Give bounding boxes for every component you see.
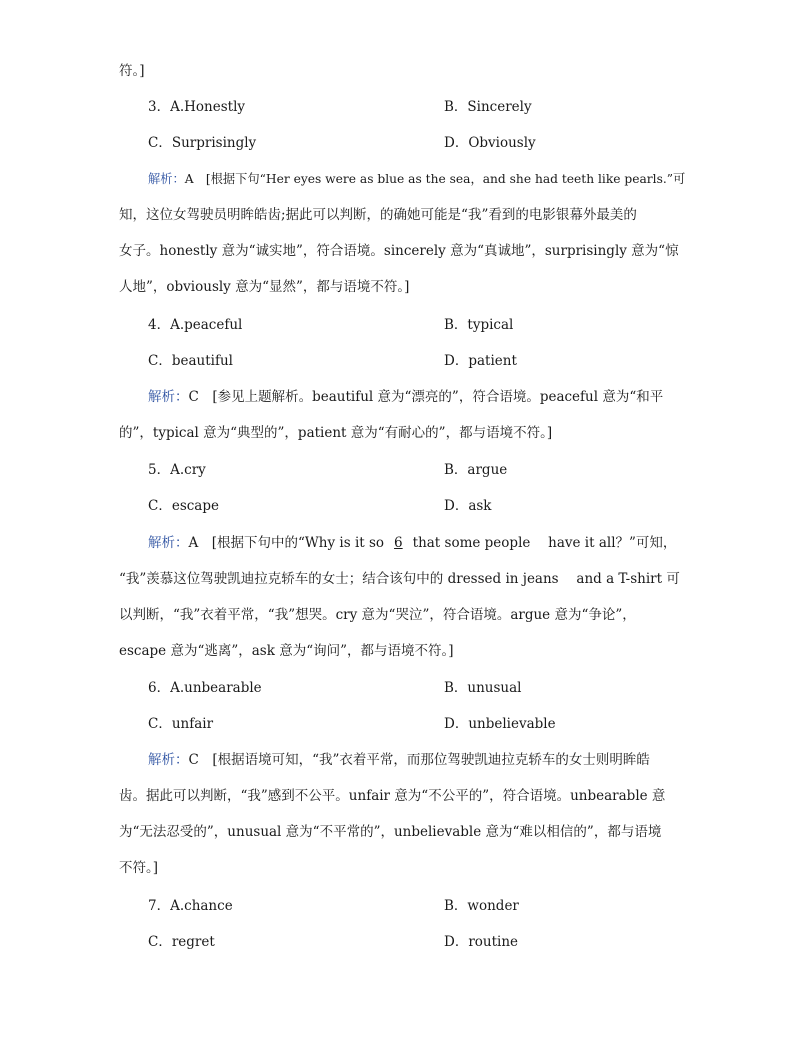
analysis-label: 解析： [148, 389, 189, 405]
option-4a: 4．A.peaceful [148, 317, 243, 333]
analysis-text: C [根据语境可知，“我”衣着平常，而那位驾驶凯迪拉克轿车的女士则明眸皓 [188, 752, 650, 768]
analysis-text: A [根据下句“Her eyes were as blue as the sea，and she had teeth like pearls.”可 [184, 172, 686, 186]
analysis-5-line-3: 以判断，“我”衣着平常，“我”想哭。cry 意为“哭泣”，符合语境。argue 意为“争论”， [119, 607, 636, 623]
option-5d: D．ask [444, 498, 492, 514]
option-7c: C．regret [148, 934, 215, 950]
option-6c: C．unfair [148, 716, 214, 732]
analysis-label: 解析： [148, 752, 189, 768]
analysis-3-line-4: 人地”，obviously 意为“显然”，都与语境不符。] [119, 279, 410, 295]
analysis-5-line-2: “我”羡慕这位驾驶凯迪拉克轿车的女士；结合该句中的 dressed in jeans and a T-shirt 可 [119, 571, 680, 587]
option-3d: D．Obviously [444, 135, 536, 151]
option-4d: D．patient [444, 353, 517, 369]
option-7d: D．routine [444, 934, 519, 950]
option-7a: 7．A.chance [148, 898, 233, 914]
option-5b: B．argue [444, 462, 508, 478]
analysis-text: A [根据下句中的“Why is it so [188, 535, 385, 551]
analysis-6-line-1 [148, 751, 650, 769]
analysis-5-line-1 [148, 534, 676, 552]
analysis-text: that some people have it all？”可知， [412, 535, 677, 551]
option-3c: C．Surprisingly [148, 135, 257, 151]
option-6b: B．unusual [444, 680, 522, 696]
option-4c: C．beautiful [148, 353, 233, 369]
analysis-label: 解析： [148, 535, 189, 551]
option-6a: 6．A.unbearable [148, 680, 262, 696]
text-line: 符。] [119, 63, 145, 79]
option-6d: D．unbelievable [444, 716, 556, 732]
option-3a: 3．A.Honestly [148, 99, 246, 115]
analysis-text: C [参见上题解析。beautiful 意为“漂亮的”，符合语境。peaceful 意为“和平 [188, 389, 664, 405]
analysis-4-line-1 [148, 388, 663, 406]
analysis-label: 解析： [148, 172, 185, 186]
option-3b: B．Sincerely [444, 99, 532, 115]
option-7b: B．wonder [444, 898, 519, 914]
analysis-3-line-3: 女子。honestly 意为“诚实地”，符合语境。sincerely 意为“真诚地”，surprisingly 意为“惊 [119, 243, 679, 259]
analysis-6-line-4: 不符。] [119, 860, 159, 876]
option-5c: C．escape [148, 498, 219, 514]
analysis-3-line-2: 知，这位女驾驶员明眸皓齿;据此可以判断，的确她可能是“我”看到的电影银幕外最美的 [119, 207, 637, 223]
analysis-4-line-2: 的”，typical 意为“典型的”，patient 意为“有耐心的”，都与语境不符。] [119, 425, 553, 441]
option-5a: 5．A.cry [148, 462, 206, 478]
analysis-3-line-1 [148, 170, 685, 188]
blank-number: 6 [394, 535, 403, 551]
analysis-5-line-4: escape 意为“逃离”，ask 意为“询问”，都与语境不符。] [119, 643, 454, 659]
analysis-6-line-3: 为“无法忍受的”，unusual 意为“不平常的”，unbelievable 意为“难以相信的”，都与语境 [119, 824, 662, 840]
option-4b: B．typical [444, 317, 514, 333]
analysis-6-line-2: 齿。据此可以判断，“我”感到不公平。unfair 意为“不公平的”，符合语境。unbearable 意 [119, 788, 666, 804]
